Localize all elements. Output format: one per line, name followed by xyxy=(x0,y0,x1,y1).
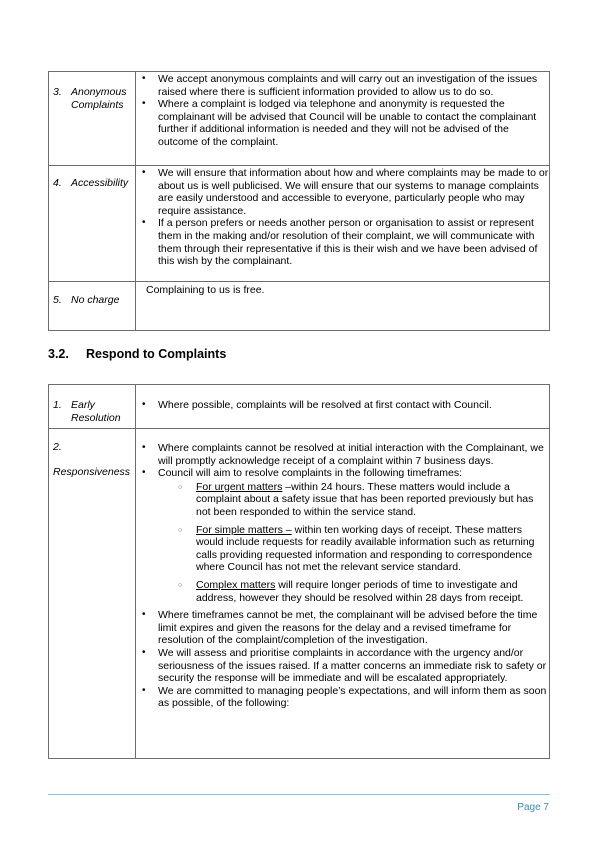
footer-rule xyxy=(48,794,550,795)
row-label: Responsiveness xyxy=(53,465,131,478)
sub-list-item: ○ For urgent matters –within 24 hours. These matters would include a complaint about a safety issue that has been reported previously but has not been responded to within the service stand. xyxy=(158,481,549,519)
row-number: 1. xyxy=(53,399,62,411)
page-number: Page 7 xyxy=(517,802,549,813)
list-item: • We accept anonymous complaints and will carry out an investigation of the issues raised where there is sufficient information provided to allow us to do so. xyxy=(136,73,549,98)
table-row xyxy=(49,72,550,166)
list-item: • We will ensure that information about how and where complaints may be made to or about us is well publicised. We will ensure that our systems to manage complaints are easily understood and accessible to everyone, particularly people who may require assistance. xyxy=(136,167,549,217)
sub-list-item: ○ Complex matters will require longer periods of time to investigate and address, however they should be resolved within 28 days from receipt. xyxy=(158,579,549,604)
table-row xyxy=(49,429,550,759)
row-number: 2. xyxy=(53,441,62,453)
row-text: Complaining to us is free. xyxy=(146,284,265,296)
section-title: Respond to Complaints xyxy=(86,347,227,361)
row-label: Accessibility xyxy=(71,177,129,189)
list-item: • If a person prefers or needs another person or organisation to assist or represent them in the making and/or resolution of their complaint, we will communicate with them through their representative if this is their wish and we have been advised of this wish by the complainant. xyxy=(136,217,549,267)
respond-table xyxy=(48,384,550,759)
list-item: • We are committed to managing people’s expectations, and will inform them as soon as possible, of the following: xyxy=(136,685,549,710)
row-number: 5. xyxy=(53,294,62,306)
list-item: • We will assess and prioritise complaints in accordance with the urgency and/or seriousness of the issues raised. If a matter concerns an immediate risk to safety or security the response will be immediate and will be escalated appropriately. xyxy=(136,647,549,685)
section-number: 3.2. xyxy=(48,347,69,361)
row-label: Anonymous Complaints xyxy=(71,86,127,111)
row-label: Early Resolution xyxy=(71,399,121,424)
table-row xyxy=(49,385,550,429)
list-item: • Where a complaint is lodged via telephone and anonymity is requested the complainant will be advised that Council will be unable to contact the complainant further if additional information is needed and they will not be advised of the outcome of the complaint. xyxy=(136,98,549,148)
table-row xyxy=(49,282,550,331)
row-label: No charge xyxy=(71,294,120,306)
table-row xyxy=(49,166,550,282)
principles-table xyxy=(48,71,550,331)
row-number: 3. xyxy=(53,86,62,98)
list-item: • Where timeframes cannot be met, the complainant will be advised before the time limit expires and given the reasons for the delay and a revised timeframe for resolution of the complaint/completion of the investigation. xyxy=(136,609,549,647)
list-item: • Council will aim to resolve complaints in the following timeframes: ○ For urgent matters –within 24 hours. These matters would include a complaint about a safety issue that has been reported previously but has not been responded to within the service stand. ○ For simple matters – within ten working days of receipt. These matters would include requests for readily available information such as returning calls providing requested information and responding to correspondence where Council has not met the relevant service standard. ○ Complex matters will require longer periods of time to investigate and address, however they should be resolved within 28 days from receipt. xyxy=(136,467,549,604)
section-heading xyxy=(48,347,226,361)
list-item: • Where complaints cannot be resolved at initial interaction with the Complainant, we will promptly acknowledge receipt of a complaint within 7 business days. xyxy=(136,442,549,467)
list-item: • Where possible, complaints will be resolved at first contact with Council. xyxy=(136,399,549,412)
row-number: 4. xyxy=(53,177,62,189)
sub-list-item: ○ For simple matters – within ten working days of receipt. These matters would include requests for readily available information such as returning calls providing requested information and responding to correspondence where Council has not met the relevant service standard. xyxy=(158,524,549,574)
